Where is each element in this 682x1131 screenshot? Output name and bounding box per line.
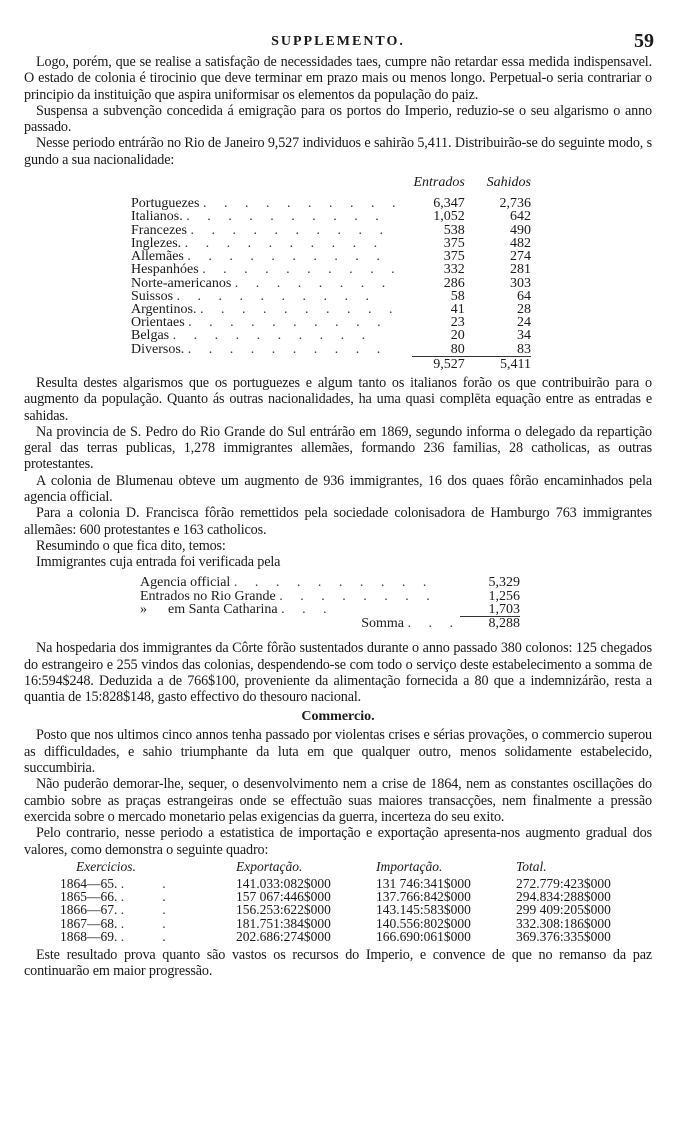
dot-leader: . . . . . . . . . . — [187, 249, 387, 265]
total-value: 299 409:205$000 — [516, 902, 611, 918]
nationality-label: Argentinos. — [131, 301, 197, 317]
dot-leader: . . . . . . . . . . — [187, 341, 388, 357]
year-label: 1866—67. — [60, 902, 118, 918]
import-value: 137.766:842$000 — [376, 889, 471, 905]
sahidos-value: 34 — [517, 328, 531, 344]
page-header — [24, 32, 652, 54]
summary-label: Agencia official — [140, 575, 231, 591]
export-value: 157 067:446$000 — [236, 889, 331, 905]
nationality-label: Suissos — [131, 288, 174, 304]
summary-total-value: 8,288 — [460, 617, 520, 631]
import-value: 140.556:802$000 — [376, 915, 471, 931]
paragraph: Na provincia de S. Pedro do Rio Grande do Sul entrárão em 1869, segundo informa o delegado da repartição geral das terras publicas, 1,278 immigrantes allemães, formando 236 familias, 28 catholicas, as outras protestantes. — [24, 423, 652, 473]
entrados-value: 6,347 — [433, 196, 465, 212]
entrados-value: 538 — [443, 222, 465, 238]
sahidos-value: 642 — [510, 209, 531, 225]
dot-leader: . . . . . . . . . . — [188, 315, 388, 331]
dot-leader: . . . . . . . . . . — [172, 328, 373, 344]
commerce-table — [60, 860, 646, 943]
export-value: 141.033:082$000 — [236, 876, 331, 892]
summary-total-label: Somma — [361, 615, 404, 631]
nationality-label: Norte-americanos — [131, 275, 232, 291]
paragraph: Logo, porém, que se realise a satisfação de necessidades taes, cumpre não retardar essa medida indispensavel. O estado de colonia é tirocinio que deve terminar em prazo mais ou menos longo. Perpetual-o seria contrariar o principio da instituição que aspira uniformisar os elementos da população do paiz. — [24, 54, 652, 103]
table-row — [140, 590, 520, 603]
export-value: 202.686:274$000 — [236, 928, 331, 944]
sahidos-total: 5,411 — [465, 356, 531, 371]
sahidos-value: 303 — [510, 275, 531, 291]
column-header-sahidos: Sahidos — [486, 175, 531, 191]
summary-label: Entrados no Rio Grande — [140, 588, 276, 604]
paragraph: Resulta destes algarismos que os portuguezes e algum tanto os italianos forão os que contribuirão para o augmento da população. Quanto ás outras nacionalidades, ha uma quasi complēta equação entre as entradas e sahidas. — [24, 374, 652, 424]
summary-table — [140, 576, 520, 630]
entrados-total: 9,527 — [412, 356, 465, 371]
page-number: 59 — [634, 30, 654, 52]
dot-leader: . . . — [281, 602, 334, 618]
dot-leader: . . . . . . . . . . — [186, 209, 386, 225]
dot-leader: . . . . . . . . . . — [199, 301, 400, 317]
dot-leader: . . — [120, 915, 173, 931]
running-title: SUPPLEMENTO. — [271, 34, 405, 49]
nationality-label: Italianos. — [131, 209, 183, 225]
dot-leader: . . — [120, 902, 173, 918]
dot-leader: . . — [120, 889, 173, 905]
sahidos-value: 490 — [510, 222, 531, 238]
summary-value: 1,703 — [488, 601, 520, 617]
table-row — [140, 603, 520, 617]
year-label: 1868—69. — [60, 928, 118, 944]
nationality-label: Hespanhóes — [131, 262, 199, 278]
paragraph: Immigrantes cuja entrada foi verificada pela — [36, 554, 281, 571]
entrados-value: 286 — [443, 275, 465, 291]
dot-leader: . . . . . . . . . . — [184, 235, 385, 251]
nationality-label: Orientaes — [131, 315, 185, 331]
column-header-importacao: Importação. — [376, 858, 443, 874]
sahidos-value: 482 — [510, 235, 531, 251]
document-page — [24, 32, 652, 980]
table-total-row — [140, 617, 520, 631]
entrados-value: 41 — [450, 301, 465, 317]
year-label: 1864—65. — [60, 876, 118, 892]
dot-leader: . . . . . . . . — [279, 588, 437, 604]
table-header-row — [60, 860, 646, 877]
section-heading: Commercio. — [301, 709, 375, 725]
column-header-total: Total. — [516, 858, 547, 874]
sahidos-value: 83 — [517, 341, 531, 357]
paragraph: Posto que nos ultimos cinco annos tenha passado por violentas crises e sérias provações, o commercio superou as difficuldades, e sahio triumphante da luta em que qualquer outro, menos solidamente estabelecido, succumbiria. — [24, 727, 652, 777]
dot-leader: . . . . . . . . . . — [233, 575, 434, 591]
dot-leader: . . . . . . . . — [234, 275, 393, 291]
entrados-value: 375 — [443, 235, 465, 251]
entrados-value: 58 — [450, 288, 465, 304]
table-total-row — [131, 356, 531, 371]
paragraph: Na hospedaria dos immigrantes da Côrte fôrão sustentados durante o anno passado 380 colonos: 125 chegados do estrangeiro e 255 vindos das colonias, despendendo-se com todo o serviço deste estabelecimento a somma de 16:594$248. Deduzida a de 766$100, proveniente da alimentação fornecida a 80 que a indemnizárão, resta a quantia de 15:828$148, gasto effectivo do thesouro nacional. — [24, 640, 652, 706]
entrados-value: 332 — [443, 262, 465, 278]
sahidos-value: 281 — [510, 262, 531, 278]
entrados-value: 375 — [443, 249, 465, 265]
summary-value: 1,256 — [488, 588, 520, 604]
total-value: 294.834:288$000 — [516, 889, 611, 905]
total-value: 272.779:423$000 — [516, 876, 611, 892]
export-value: 181.751:384$000 — [236, 915, 331, 931]
total-value: 369.376:335$000 — [516, 928, 611, 944]
sahidos-value: 28 — [517, 301, 531, 317]
paragraph: Para a colonia D. Francisca fôrão remettidos pela sociedade colonisadora de Hamburgo 763 immigrantes allemães: 600 protestantes e 163 catholicos. — [24, 505, 652, 538]
dot-leader: . . — [120, 928, 173, 944]
nationality-label: Diversos. — [131, 341, 185, 357]
import-value: 131 746:341$000 — [376, 876, 471, 892]
dot-leader: . . . . . . . . . . — [202, 196, 403, 212]
nationality-table — [131, 176, 531, 371]
summary-value: 5,329 — [488, 575, 520, 591]
sahidos-value: 2,736 — [499, 196, 531, 212]
dot-leader: . . . . . . . . . . — [190, 222, 390, 238]
column-header-entrados: Entrados — [413, 175, 465, 191]
entrados-value: 1,052 — [433, 209, 465, 225]
paragraph: Nesse periodo entrárão no Rio de Janeiro 9,527 individuos e sahirão 5,411. Distribuirão-se do seguinte modo, s gundo a sua nacionalidade: — [24, 135, 652, 168]
dot-leader: . . — [120, 876, 173, 892]
total-value: 332.308:186$000 — [516, 915, 611, 931]
sahidos-value: 274 — [510, 249, 531, 265]
entrados-value: 23 — [450, 315, 465, 331]
year-label: 1865—66. — [60, 889, 118, 905]
dot-leader: . . . . . . . . . . — [202, 262, 402, 278]
sahidos-value: 24 — [517, 315, 531, 331]
nationality-label: Allemães — [131, 249, 184, 265]
paragraph: A colonia de Blumenau obteve um augmento de 936 immigrantes, 16 dos quaes fôrão encaminhados pela agencia official. — [24, 472, 652, 505]
column-header-exercicios: Exercicios. — [76, 858, 136, 874]
sahidos-value: 64 — [517, 288, 531, 304]
dot-leader: . . . — [407, 615, 460, 631]
import-value: 143.145:583$000 — [376, 902, 471, 918]
paragraph: Suspensa a subvenção concedida á emigração para os portos do Imperio, reduzio-se o seu algarismo o anno passado. — [24, 102, 652, 136]
paragraph: Pelo contrario, nesse periodo a estatistica de importação e exportação apresenta-nos augmento gradual dos valores, como demonstra o seguinte quadro: — [24, 825, 652, 858]
table-header-row — [131, 176, 531, 197]
column-header-exportacao: Exportação. — [236, 858, 303, 874]
paragraph: Não puderão demorar-lhe, sequer, o desenvolvimento nem a crise de 1864, nem as constantes oscillações do cambio sobre as praças estrangeiras onde se effectuão suas maiores transacções, nem finalmente a pressão exercida sobre o mercado monetario pelas exigencias da guerra, incerteza do seu exito. — [24, 776, 652, 825]
nationality-label: Inglezes. — [131, 235, 182, 251]
table-row — [60, 930, 646, 943]
table-row — [131, 329, 531, 342]
entrados-value: 80 — [450, 341, 465, 357]
nationality-label: Portuguezes — [131, 196, 200, 212]
nationality-label: Belgas — [131, 328, 170, 344]
year-label: 1867—68. — [60, 915, 118, 931]
dot-leader: . . . . . . . . . . — [176, 288, 377, 304]
import-value: 166.690:061$000 — [376, 928, 471, 944]
entrados-value: 20 — [450, 328, 465, 344]
table-row — [131, 343, 531, 357]
paragraph: Resumindo o que fica dito, temos: — [36, 537, 226, 554]
export-value: 156.253:622$000 — [236, 902, 331, 918]
paragraph: Este resultado prova quanto são vastos os recursos do Imperio, e convence de que no remanso da paz continuarão em maior progressão. — [24, 947, 652, 980]
nationality-label: Francezes — [131, 222, 187, 238]
summary-label: » em Santa Catharina — [140, 602, 278, 618]
